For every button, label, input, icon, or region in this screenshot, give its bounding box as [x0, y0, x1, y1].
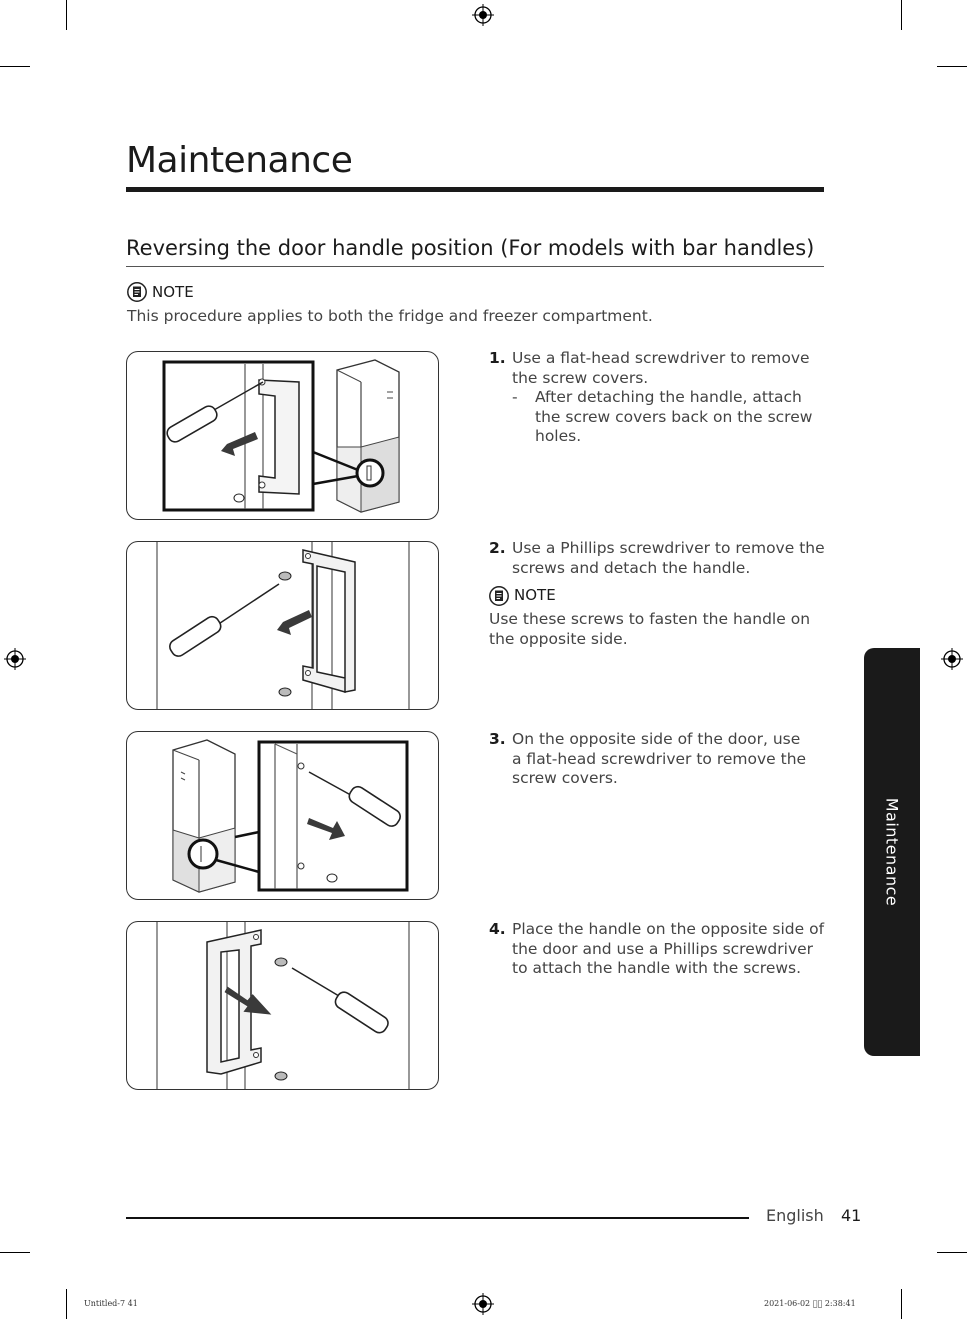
print-slug-right: 2021-06-02    2:38:41 [764, 1299, 856, 1308]
step-3-illustration [127, 732, 438, 899]
print-slug-left: Untitled-7 41 [84, 1299, 138, 1308]
step-4-illustration [127, 922, 438, 1089]
crop-mark [937, 66, 967, 67]
section-rule [126, 266, 824, 267]
step-2-note-head [489, 586, 829, 606]
note-text-line: Use these screws to fasten the handle on [489, 610, 811, 628]
page-title: Maintenance [126, 140, 353, 181]
crop-mark [937, 1252, 967, 1253]
note-text: This procedure applies to both the fridge and freezer compartment. [127, 307, 653, 325]
registration-mark-icon [4, 648, 26, 670]
figure-step-2 [126, 541, 439, 710]
note-icon [127, 282, 147, 302]
step-text-line: screws and detach the handle. [512, 558, 751, 577]
step-text-line: Place the handle on the opposite side of [512, 920, 825, 938]
step-text-line: Use a flat-head screwdriver to remove [512, 349, 810, 367]
step-4 [489, 920, 829, 979]
step-text-line: a flat-head screwdriver to remove the [512, 749, 807, 768]
side-tab-label: Maintenance [882, 797, 902, 907]
section-title: Reversing the door handle position (For models with bar handles) [126, 236, 815, 260]
step-text-line: the door and use a Phillips screwdriver [512, 939, 814, 958]
figure-step-1 [126, 351, 439, 520]
step-2-illustration [127, 542, 438, 709]
sub-text-line: the screw covers back on the screw [535, 407, 813, 426]
note-text-line: the opposite side. [489, 629, 628, 648]
side-chapter-tab [864, 648, 920, 1056]
page-number: 41 [841, 1206, 862, 1225]
crop-mark [901, 1289, 902, 1319]
step-number: 3. [489, 730, 506, 748]
step-text-line: screw covers. [512, 769, 618, 787]
registration-mark-icon [472, 1293, 494, 1315]
step-text-line: Use a Phillips screwdriver to remove the [512, 539, 825, 557]
registration-mark-icon [941, 648, 963, 670]
step-1 [489, 349, 829, 447]
step-text-line: On the opposite side of the door, use [512, 730, 801, 748]
note-icon [489, 586, 509, 606]
step-number: 4. [489, 920, 506, 938]
step-text-line: to attach the handle with the screws. [512, 959, 802, 977]
registration-mark-icon [472, 4, 494, 26]
sub-text-line: After detaching the handle, attach [535, 388, 802, 406]
step-number: 1. [489, 349, 506, 367]
figure-step-3 [126, 731, 439, 900]
crop-mark [66, 1289, 67, 1319]
crop-mark [0, 1252, 30, 1253]
step-text-line: the screw covers. [512, 368, 649, 387]
crop-mark [66, 0, 67, 30]
footer-language: English [766, 1206, 824, 1225]
note-block [127, 282, 653, 327]
step-3 [489, 730, 829, 789]
note-label: NOTE [514, 586, 556, 605]
step-number: 2. [489, 539, 506, 557]
title-rule [126, 187, 824, 192]
figure-step-4 [126, 921, 439, 1090]
note-label: NOTE [152, 283, 194, 301]
sub-text-line: holes. [535, 427, 582, 445]
step-1-illustration [127, 352, 438, 519]
footer-rule [126, 1217, 749, 1219]
crop-mark [901, 0, 902, 30]
step-2 [489, 539, 829, 649]
sub-bullet-dash: - [512, 388, 518, 406]
crop-mark [0, 66, 30, 67]
